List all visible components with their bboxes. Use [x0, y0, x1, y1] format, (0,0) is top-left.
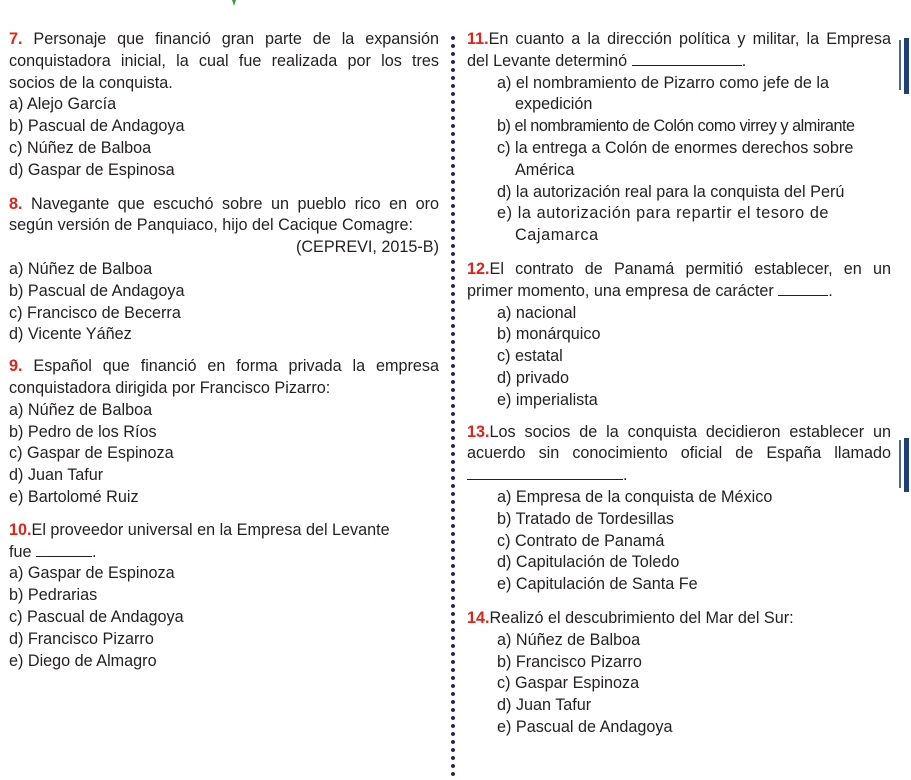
answer-option[interactable]: d) Francisco Pizarro — [9, 629, 154, 648]
left-column — [9, 29, 439, 672]
answer-option[interactable]: b) el nombramiento de Colón como virrey y almirante — [497, 117, 855, 136]
answer-option[interactable]: b) Tratado de Tordesillas — [497, 509, 674, 528]
question-number: 9. — [9, 357, 23, 376]
question-7 — [9, 29, 439, 182]
answer-option[interactable]: a) Núñez de Balboa — [9, 400, 153, 419]
right-column — [467, 29, 891, 739]
answer-option[interactable]: b) Pascual de Andagoya — [9, 117, 185, 136]
answer-option[interactable]: d) Capitulación de Toledo — [497, 553, 680, 572]
answer-option[interactable]: d) Juan Tafur — [497, 696, 592, 715]
question-number: 7. — [9, 30, 23, 48]
right-edge-bar — [904, 38, 909, 94]
answer-option[interactable]: c) Contrato de Panamá — [497, 531, 665, 550]
question-11 — [467, 29, 891, 247]
answer-blank[interactable] — [632, 51, 742, 66]
question-number: 11. — [467, 30, 489, 48]
question-stem: 11.En cuanto a la dirección política y militar, la Empresa del Levante determinó . — [467, 30, 891, 70]
answer-option[interactable]: d) Vicente Yáñez — [9, 325, 132, 344]
answer-option[interactable]: b) Pascual de Andagoya — [9, 281, 185, 300]
right-edge-bar — [904, 438, 909, 492]
answer-option[interactable]: e) Pascual de Andagoya — [497, 717, 673, 736]
right-edge-bar — [899, 440, 901, 488]
answer-option[interactable]: c) Pascual de Andagoya — [9, 607, 184, 626]
question-number: 8. — [9, 194, 23, 213]
answer-option[interactable]: d) la autorización real para la conquista del Perú — [497, 182, 845, 201]
question-stem: 8. Navegante que escuchó sobre un pueblo rico en oro según versión de Panquiaco, hijo del Cacique Comagre: — [9, 194, 440, 235]
answer-option[interactable]: c) estatal — [497, 347, 563, 366]
leaf-decoration-icon — [210, 0, 260, 6]
answer-option[interactable]: e) Diego de Almagro — [9, 651, 157, 670]
answer-option[interactable]: c) Núñez de Balboa — [9, 138, 152, 157]
question-stem: 14.Realizó el descubrimiento del Mar del Sur: — [467, 608, 794, 627]
answer-option[interactable]: a) el nombramiento de Pizarro como jefe de la expedición — [497, 73, 830, 114]
question-10 — [9, 520, 439, 673]
answer-option[interactable]: a) Alejo García — [9, 95, 117, 114]
answer-option[interactable]: a) Núñez de Balboa — [9, 259, 153, 278]
answer-option[interactable]: d) Juan Tafur — [9, 466, 104, 485]
answer-option[interactable]: d) privado — [497, 368, 569, 387]
question-number: 10. — [9, 520, 32, 539]
answer-option[interactable]: b) Pedrarias — [9, 586, 98, 605]
question-8 — [9, 194, 439, 347]
answer-option[interactable]: e) Capitulación de Santa Fe — [497, 575, 698, 594]
column-divider — [451, 34, 455, 780]
answer-option[interactable]: b) Francisco Pizarro — [497, 652, 642, 671]
answer-option[interactable]: c) Francisco de Becerra — [9, 303, 181, 322]
question-stem: 12.El contrato de Panamá permitió establecer, en un primer momento, una empresa de carácter . — [467, 259, 891, 300]
question-stem: 9. Español que financió en forma privada la empresa conquistadora dirigida por Francisco Pizarro: — [9, 357, 439, 397]
right-edge-bar — [899, 40, 901, 90]
answer-option[interactable]: c) Gaspar Espinoza — [497, 674, 640, 693]
answer-blank[interactable] — [467, 465, 623, 480]
question-number: 13. — [467, 422, 490, 441]
question-stem: 10.El proveedor universal en la Empresa del Levante — [9, 520, 390, 539]
answer-option[interactable]: c) la entrega a Colón de enormes derechos sobre América — [497, 138, 854, 179]
question-13 — [467, 422, 891, 596]
question-stem: 7. Personaje que financió gran parte de la expansión conquistadora inicial, la cual fue realizada por los tres socios de la conquista. — [9, 30, 439, 92]
answer-option[interactable]: e) la autorización para repartir el tesoro de Cajamarca — [497, 204, 830, 245]
question-number: 14. — [467, 608, 490, 627]
question-9 — [9, 356, 439, 509]
answer-option[interactable]: a) Empresa de la conquista de México — [497, 487, 773, 506]
answer-option[interactable]: b) Pedro de los Ríos — [9, 422, 157, 441]
answer-option[interactable]: e) Bartolomé Ruiz — [9, 487, 139, 506]
question-12 — [467, 259, 891, 412]
answer-blank[interactable] — [778, 281, 828, 296]
question-stem: 13.Los socios de la conquista decidieron establecer un acuerdo sin conocimiento oficial de España llamado . — [467, 422, 891, 485]
answer-blank[interactable] — [36, 542, 92, 557]
answer-option[interactable]: a) Núñez de Balboa — [497, 630, 641, 649]
question-14 — [467, 608, 891, 739]
answer-option[interactable]: c) Gaspar de Espinoza — [9, 444, 174, 463]
question-stem-continuation: fue . — [9, 542, 97, 561]
answer-option[interactable]: a) nacional — [497, 303, 577, 322]
answer-option[interactable]: d) Gaspar de Espinosa — [9, 160, 175, 179]
answer-option[interactable]: b) monárquico — [497, 325, 601, 344]
source-citation: (CEPREVI, 2015-B) — [295, 238, 439, 257]
answer-option[interactable]: e) imperialista — [497, 390, 598, 409]
question-number: 12. — [467, 259, 490, 278]
answer-option[interactable]: a) Gaspar de Espinoza — [9, 564, 175, 583]
